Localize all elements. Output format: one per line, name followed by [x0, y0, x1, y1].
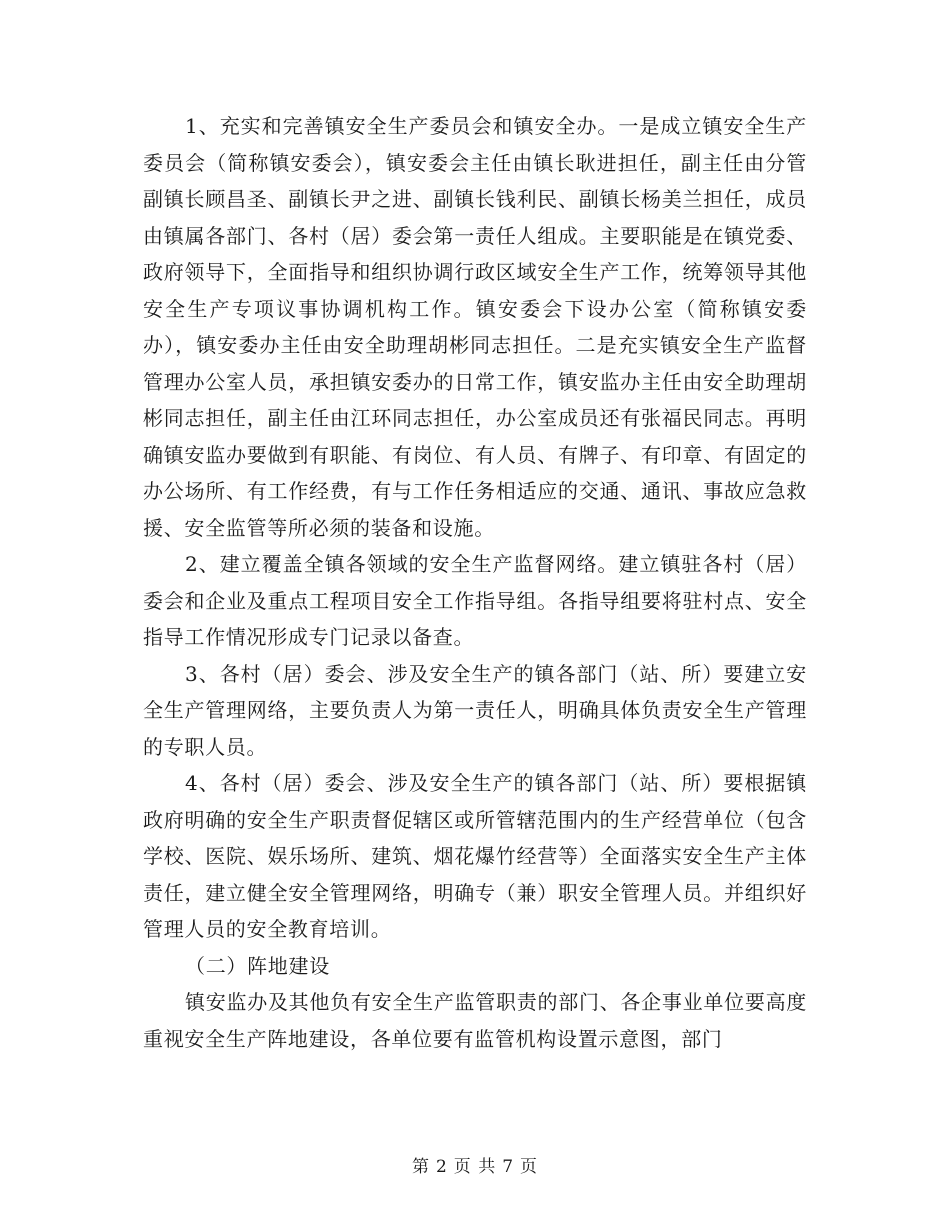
paragraph-3: 3、各村（居）委会、涉及安全生产的镇各部门（站、所）要建立安全生产管理网络，主要负责人为第一责任人，明确具体负责安全生产管理的专职人员。 [143, 661, 807, 759]
paragraph-1: 1、充实和完善镇安全生产委员会和镇安全办。一是成立镇安全生产委员会（简称镇安委会），镇安委会主任由镇长耿进担任，副主任由分管副镇长顾昌圣、副镇长尹之进、副镇长钱利民、副镇长杨美兰担任，成员由镇属各部门、各村（居）委会第一责任人组成。主要职能是在镇党委、政府领导下，全面指导和组织协调行政区域安全生产工作，统筹领导其他安全生产专项议事协调机构工作。镇安委会下设办公室（简称镇安委办），镇安委办主任由安全助理胡彬同志担任。二是充实镇安全生产监督管理办公室人员，承担镇安委办的日常工作，镇安监办主任由安全助理胡彬同志担任，副主任由江环同志担任，办公室成员还有张福民同志。再明确镇安监办要做到有职能、有岗位、有人员、有牌子、有印章、有固定的办公场所、有工作经费，有与工作任务相适应的交通、通讯、事故应急救援、安全监管等所必须的装备和设施。 [143, 114, 807, 540]
paragraph-2: 2、建立覆盖全镇各领域的安全生产监督网络。建立镇驻各村（居）委会和企业及重点工程项目安全工作指导组。各指导组要将驻村点、安全指导工作情况形成专门记录以备查。 [143, 552, 807, 649]
footer-middle: 页 共 [453, 1157, 497, 1177]
section-heading: （二）阵地建设 [185, 953, 330, 978]
paragraph-4: 4、各村（居）委会、涉及安全生产的镇各部门（站、所）要根据镇政府明确的安全生产职责督促辖区或所管辖范围内的生产经营单位（包含学校、医院、娱乐场所、建筑、烟花爆竹经营等）全面落实安全生产主体责任，建立健全安全管理网络，明确专（兼）职安全管理人员。并组织好管理人员的安全教育培训。 [143, 771, 807, 941]
footer-current-page: 2 [435, 1157, 448, 1177]
page-footer [0, 1152, 950, 1177]
paragraph-5: 镇安监办及其他负有安全生产监管职责的部门、各企事业单位要高度重视安全生产阵地建设，各单位要有监管机构设置示意图，部门 [143, 990, 807, 1051]
footer-total-pages: 7 [502, 1157, 515, 1177]
footer-prefix: 第 [411, 1157, 430, 1177]
document-body [143, 108, 807, 1057]
footer-suffix: 页 [520, 1157, 539, 1177]
